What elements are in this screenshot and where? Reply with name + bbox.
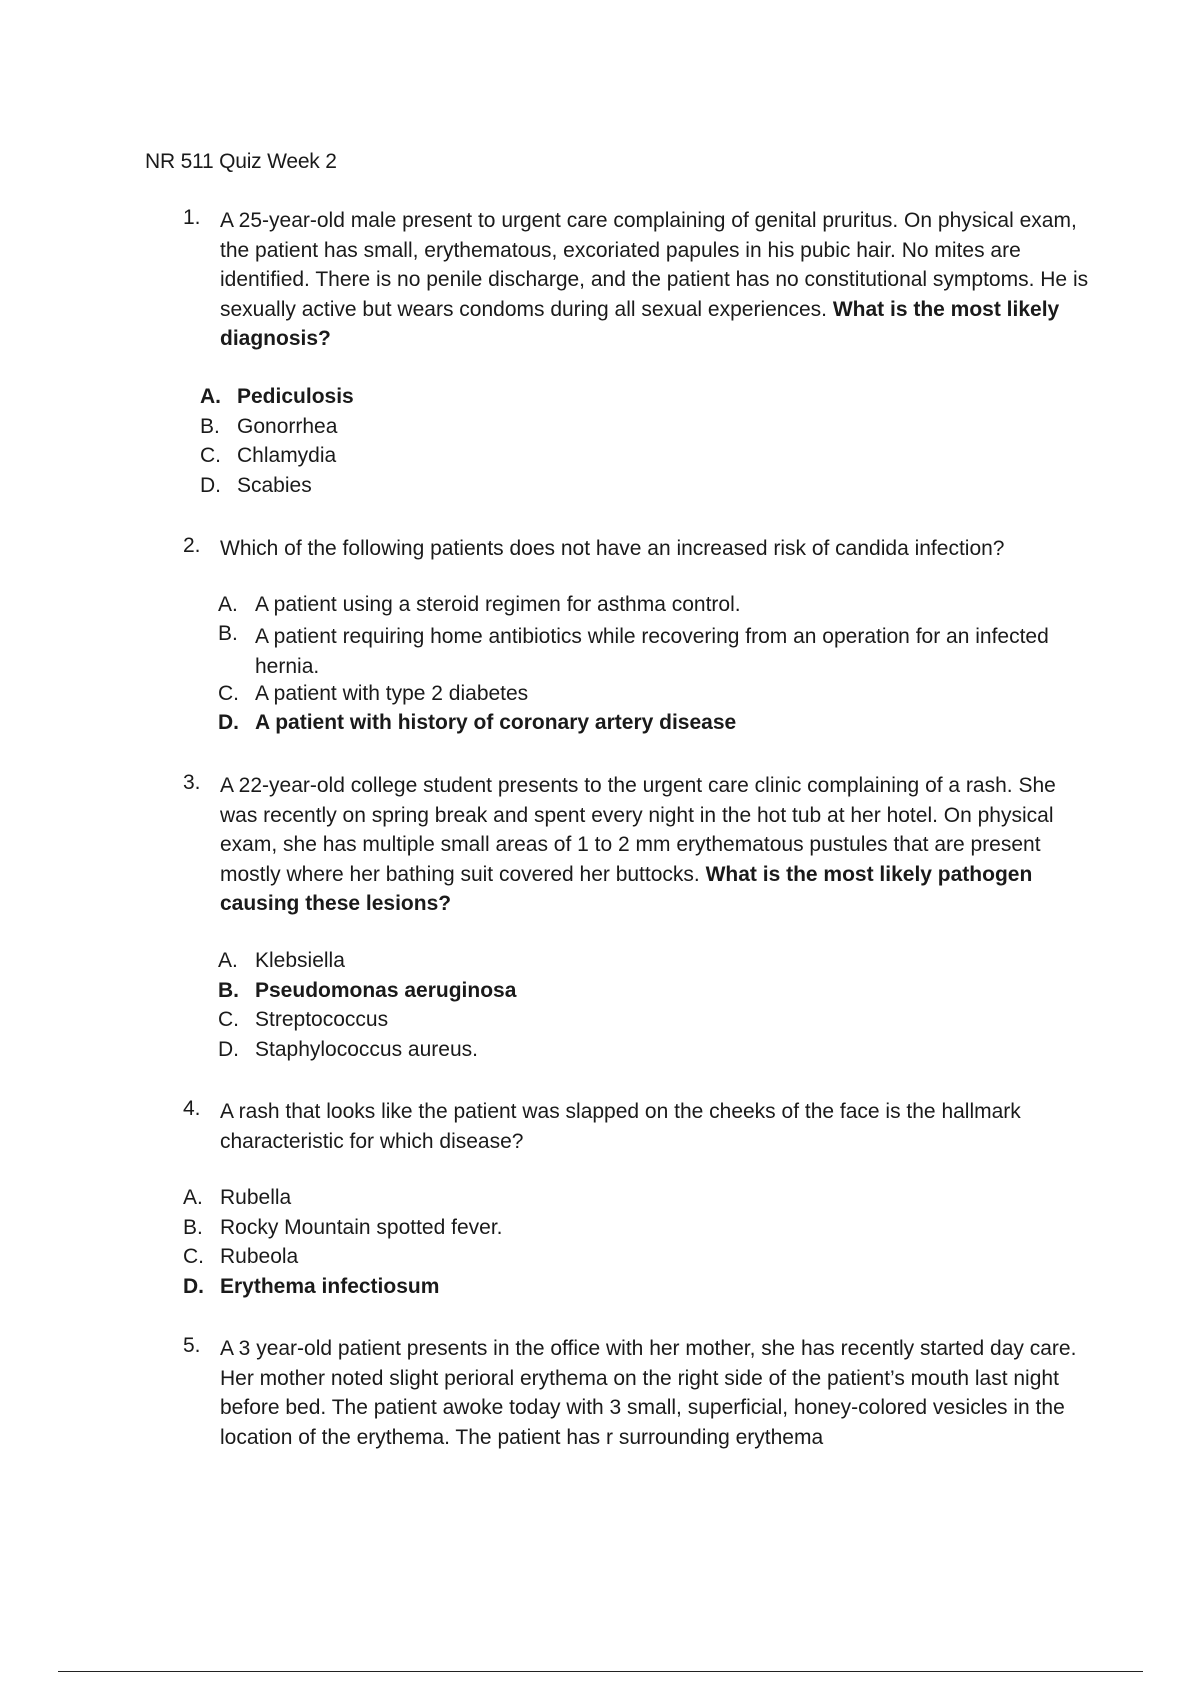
question-2-text: Which of the following patients does not have an increased risk of candida infection? [220, 537, 1005, 560]
question-1-stem: A 25-year-old male present to urgent care complaining of genital pruritus. On physical exam, the patient has small, erythematous, excoriated papules in his pubic hair. No mites are identified. There is no penile discharge, and the patient has no constitutional symptoms. He is sexually active but wears condoms during all sexual experiences. [220, 209, 1089, 321]
question-3-option-d: D. Staphylococcus aureus. [218, 1038, 478, 1061]
question-2-option-d: D. A patient with history of coronary artery disease [218, 711, 737, 734]
question-3-option-b: B. Pseudomonas aeruginosa [218, 979, 517, 1002]
question-2-option-c: C. A patient with type 2 diabetes [218, 682, 529, 705]
question-1-number: 1. [183, 206, 201, 229]
question-4-option-c: C. Rubeola [183, 1245, 299, 1268]
question-1-option-c: C. Chlamydia [200, 444, 337, 467]
question-2-option-b: A patient requiring home antibiotics while recovering from an operation for an infected hernia. [255, 625, 1049, 678]
question-2-option-b-letter: B. [218, 622, 238, 645]
question-1-option-d: D. Scabies [200, 474, 312, 497]
question-5-number: 5. [183, 1334, 201, 1357]
question-5-text: A 3 year-old patient presents in the office with her mother, she has recently started day care. Her mother noted slight perioral erythema on the right side of the patient’s mouth last night before bed. The patient awoke today with 3 small, superficial, honey-colored vesicles in the location of the erythema. The patient has r surrounding erythema [220, 1337, 1077, 1449]
question-4-option-a: A. Rubella [183, 1186, 292, 1209]
question-1-option-a: A. Pediculosis [200, 385, 354, 408]
question-3-stem: A 22-year-old college student presents to the urgent care clinic complaining of a rash. She was recently on spring break and spent every night in the hot tub at her hotel. On physical exam, she has multiple small areas of 1 to 2 mm erythematous pustules that are present mostly where her bathing suit covered her buttocks. [220, 774, 1056, 886]
question-1-prompt: What is the most likely diagnosis? [220, 297, 1060, 350]
question-4-number: 4. [183, 1097, 201, 1120]
question-2-option-a: A. A patient using a steroid regimen for asthma control. [218, 593, 741, 616]
question-3-option-c: C. Streptococcus [218, 1008, 389, 1031]
question-4-option-b: B. Rocky Mountain spotted fever. [183, 1216, 503, 1239]
question-4-option-d: D. Erythema infectiosum [183, 1275, 440, 1298]
question-3-option-a: A. Klebsiella [218, 949, 345, 972]
question-1-option-b: B. Gonorrhea [200, 415, 338, 438]
question-3-prompt: What is the most likely pathogen causing these lesions? [220, 862, 1033, 915]
question-4-text: A rash that looks like the patient was slapped on the cheeks of the face is the hallmark characteristic for which disease? [220, 1100, 1021, 1153]
question-2-number: 2. [183, 534, 201, 557]
question-3-text [220, 771, 1095, 919]
document-title: NR 511 Quiz Week 2 [145, 150, 337, 173]
question-3-number: 3. [183, 771, 201, 794]
question-1-text [220, 206, 1095, 354]
page-bottom-divider [58, 1671, 1143, 1672]
